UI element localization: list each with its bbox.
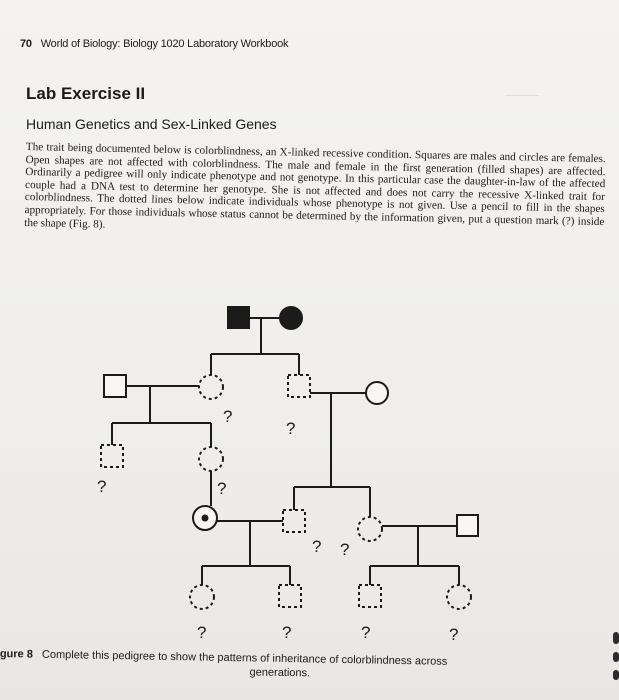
- gen3-female-unknown-left: [199, 447, 223, 471]
- qmark-gen4-4: ?: [449, 625, 459, 644]
- page-edge-mark-3: [613, 670, 619, 680]
- qmark-gen4-2: ?: [282, 623, 292, 642]
- gen3-male-unknown-left: [101, 445, 123, 467]
- qmark-gen3-male-mid: ?: [312, 537, 322, 556]
- page-edge-mark-1: [613, 632, 619, 644]
- gen3-female-unknown-mid: [358, 517, 382, 541]
- qmark-gen4-3: ?: [361, 623, 371, 642]
- gen1-affected-female: [280, 307, 302, 329]
- figure-label: gure 8: [0, 648, 34, 661]
- gen2-male-unknown: [288, 375, 310, 397]
- page-edge-mark-2: [613, 652, 619, 662]
- gen4-female-unknown-1: [190, 585, 214, 609]
- bleed-through-text: ────: [505, 88, 540, 102]
- qmark-gen4-1: ?: [197, 623, 207, 642]
- caption-line-2: generations.: [249, 666, 311, 680]
- qmark-gen3-female-left: ?: [217, 479, 227, 498]
- book-title: World of Biology: Biology 1020 Laboratory Workbook: [40, 38, 289, 50]
- gen4-female-unknown-4: [447, 585, 471, 609]
- caption-line-1: Complete this pedigree to show the patterns of inheritance of colorblindness across: [41, 648, 448, 668]
- gen3-male-unaffected-right: [457, 515, 478, 536]
- gen2-male-unaffected-left: [104, 375, 126, 397]
- gen4-male-unknown-3: [359, 585, 381, 607]
- gen2-female-unaffected-right: [366, 382, 388, 404]
- gen2-female-unknown: [199, 375, 223, 399]
- gen4-male-unknown-2: [279, 585, 301, 607]
- instructions-paragraph: The trait being documented below is colorblindness, an X-linked recessive condition. Squares are males and circles are females. Open shapes are not affected with colorblindness. The male and female in the first generation (filled shapes) are affected. Ordinarily a pedigree will only indicate phenotype and not genotype. In this particular case the daughter-in-law of the affected couple had a DNA test to determine her genotype. She is not affected and does not carry the recessive X-linked trait for colorblindness. The dotted lines below indicate individuals whose phenotype is not given. Use a pencil to fill in the shapes appropriately. For those individuals whose status cannot be determined by the information given, put a question mark (?) inside the shape (Fig. 8).: [24, 141, 606, 231]
- page-number: 70: [20, 38, 32, 50]
- lab-exercise-title: Lab Exercise II: [26, 84, 146, 103]
- section-subtitle: Human Genetics and Sex-Linked Genes: [26, 116, 277, 132]
- qmark-gen3-female-mid: ?: [340, 540, 350, 559]
- qmark-gen3-male-left: ?: [97, 477, 107, 496]
- gen3-male-unknown-mid: [283, 510, 305, 532]
- gen1-affected-male: [228, 307, 249, 328]
- carrier-dot: [202, 515, 209, 522]
- qmark-gen2-male: ?: [286, 419, 296, 438]
- qmark-gen2-female: ?: [223, 407, 233, 426]
